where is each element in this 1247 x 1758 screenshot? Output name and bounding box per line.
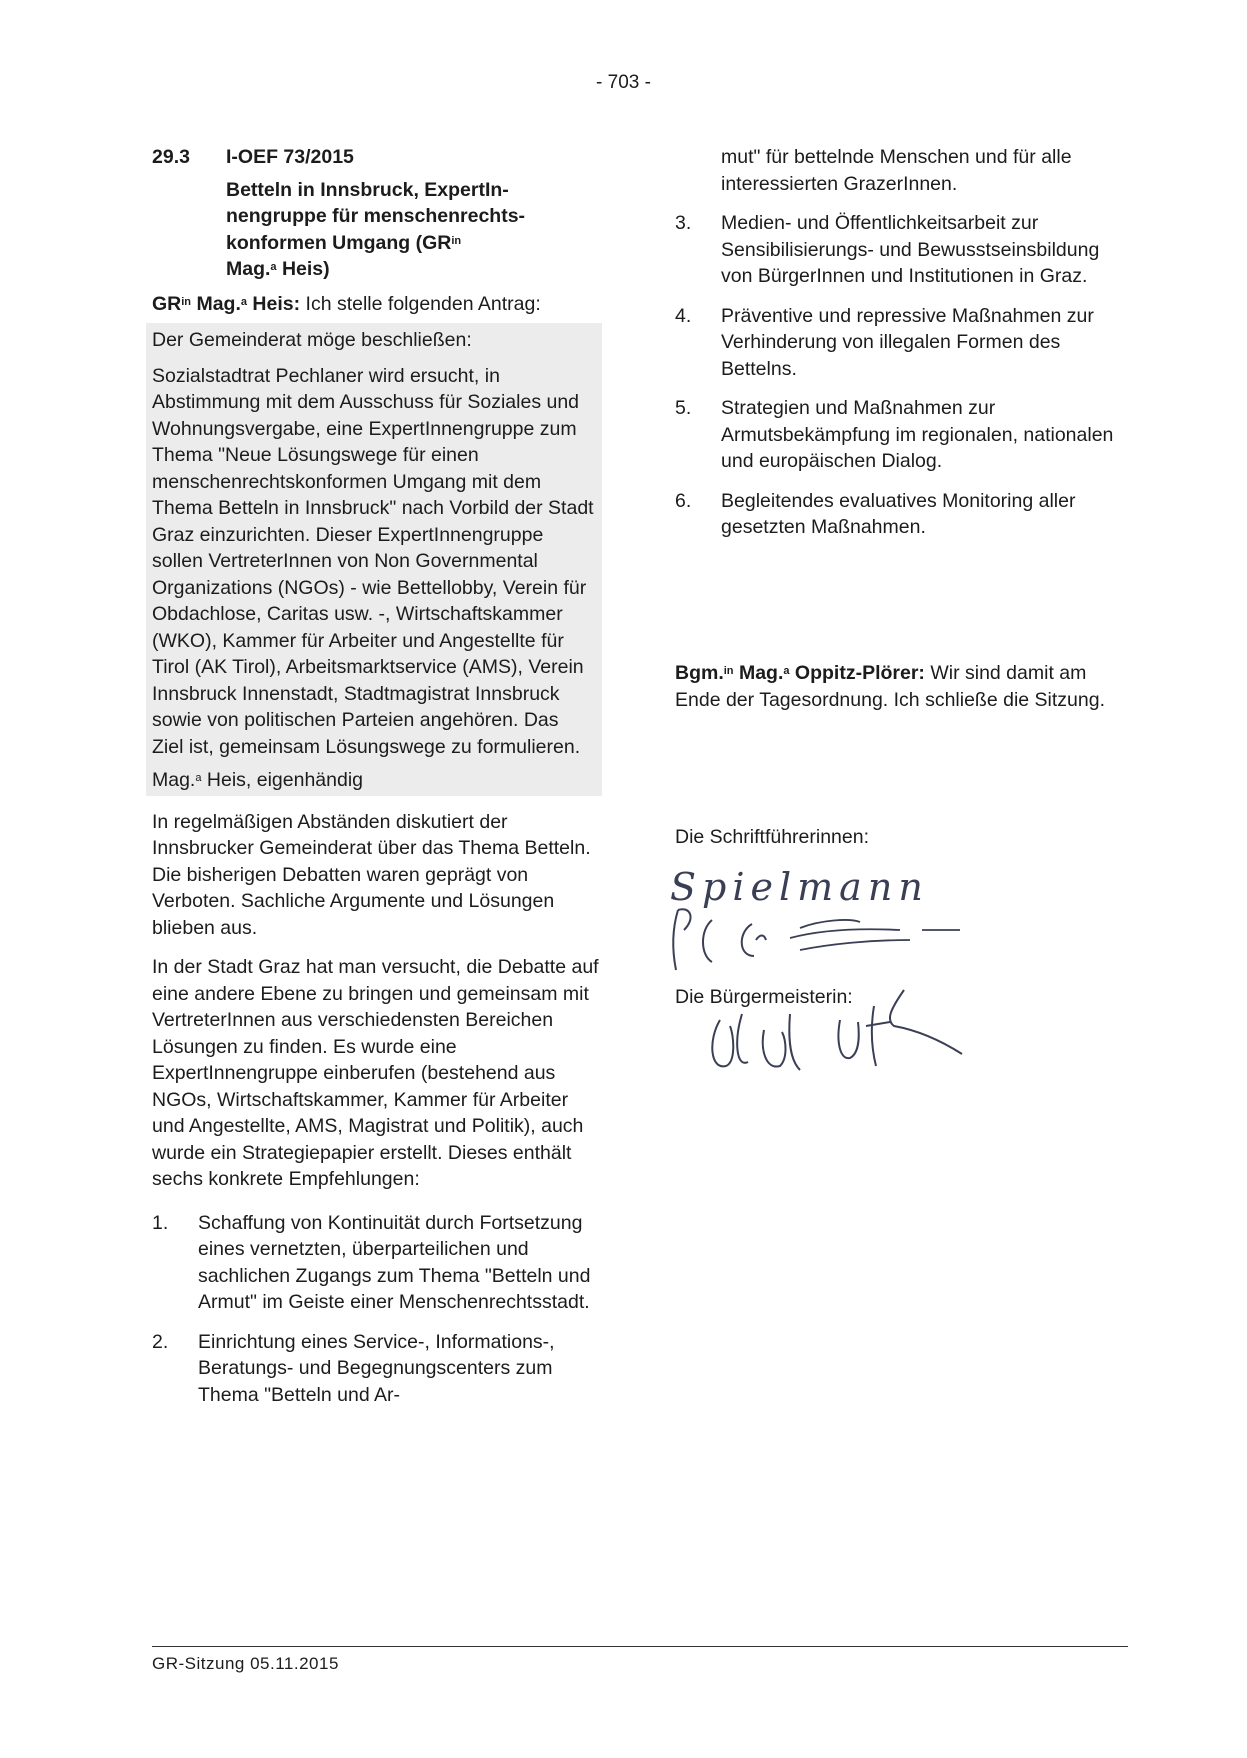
motion-box [146,323,602,796]
motion-body: Sozialstadtrat Pechlaner wird ersucht, in Abstimmung mit dem Ausschuss für Soziales und Wohnungsvergabe, eine ExpertInnengruppe zum Thema "Neue Lösungswege für einen menschenrechtskonformen Umgang mit dem Thema Betteln in Innsbruck" nach Vorbild der Stadt Graz einzurichten. Dieser ExpertInnengruppe sollen VertreterInnen von Non Governmental Organizations (NGOs) - wie Bettellobby, Verein für Obdachlose, Caritas usw. -, Wirtschaftskammer (WKO), Kammer für Arbeiter und Angestellte für Tirol (AK Tirol), Arbeitsmarktservice (AMS), Verein Innsbruck Innenstadt, Stadtmagistrat Innsbruck sowie von politischen Parteien angehören. Das Ziel ist, gemeinsam Lösungswege zu formulieren. [152,364,594,758]
agenda-title [226,177,586,283]
list-item-continued: mut" für bettelnde Menschen und für alle interessierten GrazerInnen. [721,146,1072,195]
agenda-title-line: konformen Umgang ($GR^{in}$ [226,231,462,254]
signature-text: Spielmann [670,865,929,909]
signature-secretary-2 [660,900,1020,980]
closing-statement: Bgm.$^{in}$ Mag.$^a$ Oppitz-Plörer: Wir sind damit am Ende der Tagesordnung. Ich schließe die Sitzung. [675,662,1105,711]
agenda-title-line: nengruppe für menschenrechts- [226,205,526,227]
speaker-name: Bgm.$^{in}$ Mag.$^a$ Oppitz-Plörer: [675,662,925,684]
agenda-number: 29.3 [152,146,190,168]
speaker-name: $GR^{in}$ Mag.$^a$ Heis: [152,292,301,315]
list-item: 4. Präventive und repressive Maßnahmen zur Verhinderung von illegalen Formen des Bettelns. [675,304,1094,380]
recommendation-list [152,1210,600,1409]
agenda-title-line: Betteln in Innsbruck, ExpertIn- [226,178,509,201]
paragraph: In der Stadt Graz hat man versucht, die Debatte auf eine andere Ebene zu bringen und gemeinsam mit VertreterInnen aus verschiedensten Bereichen Lösungen zu finden. Es wurde eine ExpertInnengruppe einberufen (bestehend aus NGOs, Wirtschaftskammer, Kammer für Arbeiter und Angestellte, AMS, Magistrat und Politik), auch wurde ein Strategiepapier erstellt. Dieses enthält sechs konkrete Empfehlungen: [152,956,599,1190]
list-item: 6. Begleitendes evaluatives Monitoring aller gesetzten Maßnahmen. [675,489,1076,538]
list-item: 1. Schaffung von Kontinuität durch Fortsetzung eines vernetzten, überparteilichen und sachlichen Zugangs zum Thema "Betteln und Armut" im Geiste einer Menschenrechtsstadt. [152,1211,591,1313]
signature-mayor [690,970,980,1080]
secretaries-label: Die Schriftführerinnen: [675,826,870,848]
agenda-header [152,144,600,171]
list-item: 5. Strategien und Maßnahmen zur Armutsbekämpfung im regionalen, nationalen und europäischen Dialog. [675,397,1114,472]
motion-heading: Der Gemeinderat möge beschließen: [152,329,472,351]
page-number: - 703 - [596,72,651,93]
left-column [152,144,600,1421]
agenda-code: I-OEF 73/2015 [226,146,354,168]
motion-signature: Mag.$^a$ Heis, eigenhändig [152,769,364,791]
right-column [675,144,1130,541]
list-item: 3. Medien- und Öffentlichkeitsarbeit zur Sensibilisierungs- und Bewusstseinsbildung von BürgerInnen und Institutionen in Graz. [675,212,1100,287]
mayor-label: Die Bürgermeisterin: [675,986,853,1008]
paragraph: In regelmäßigen Abständen diskutiert der Innsbrucker Gemeinderat über das Thema Betteln. Die bisherigen Debatten waren geprägt von Verboten. Sachliche Argumente und Lösungen blieben aus. [152,810,591,939]
footer-divider [152,1646,1128,1647]
speaker-intro: $GR^{in}$ Mag.$^a$ Heis: Ich stelle folgenden Antrag: [152,292,541,315]
footer-text: GR-Sitzung 05.11.2015 [152,1654,339,1673]
list-item: 2. Einrichtung eines Service-, Informations-, Beratungs- und Begegnungscenters zum Thema "Betteln und Ar- [152,1330,555,1406]
agenda-title-line: Mag.$^a$ Heis) [226,258,330,280]
